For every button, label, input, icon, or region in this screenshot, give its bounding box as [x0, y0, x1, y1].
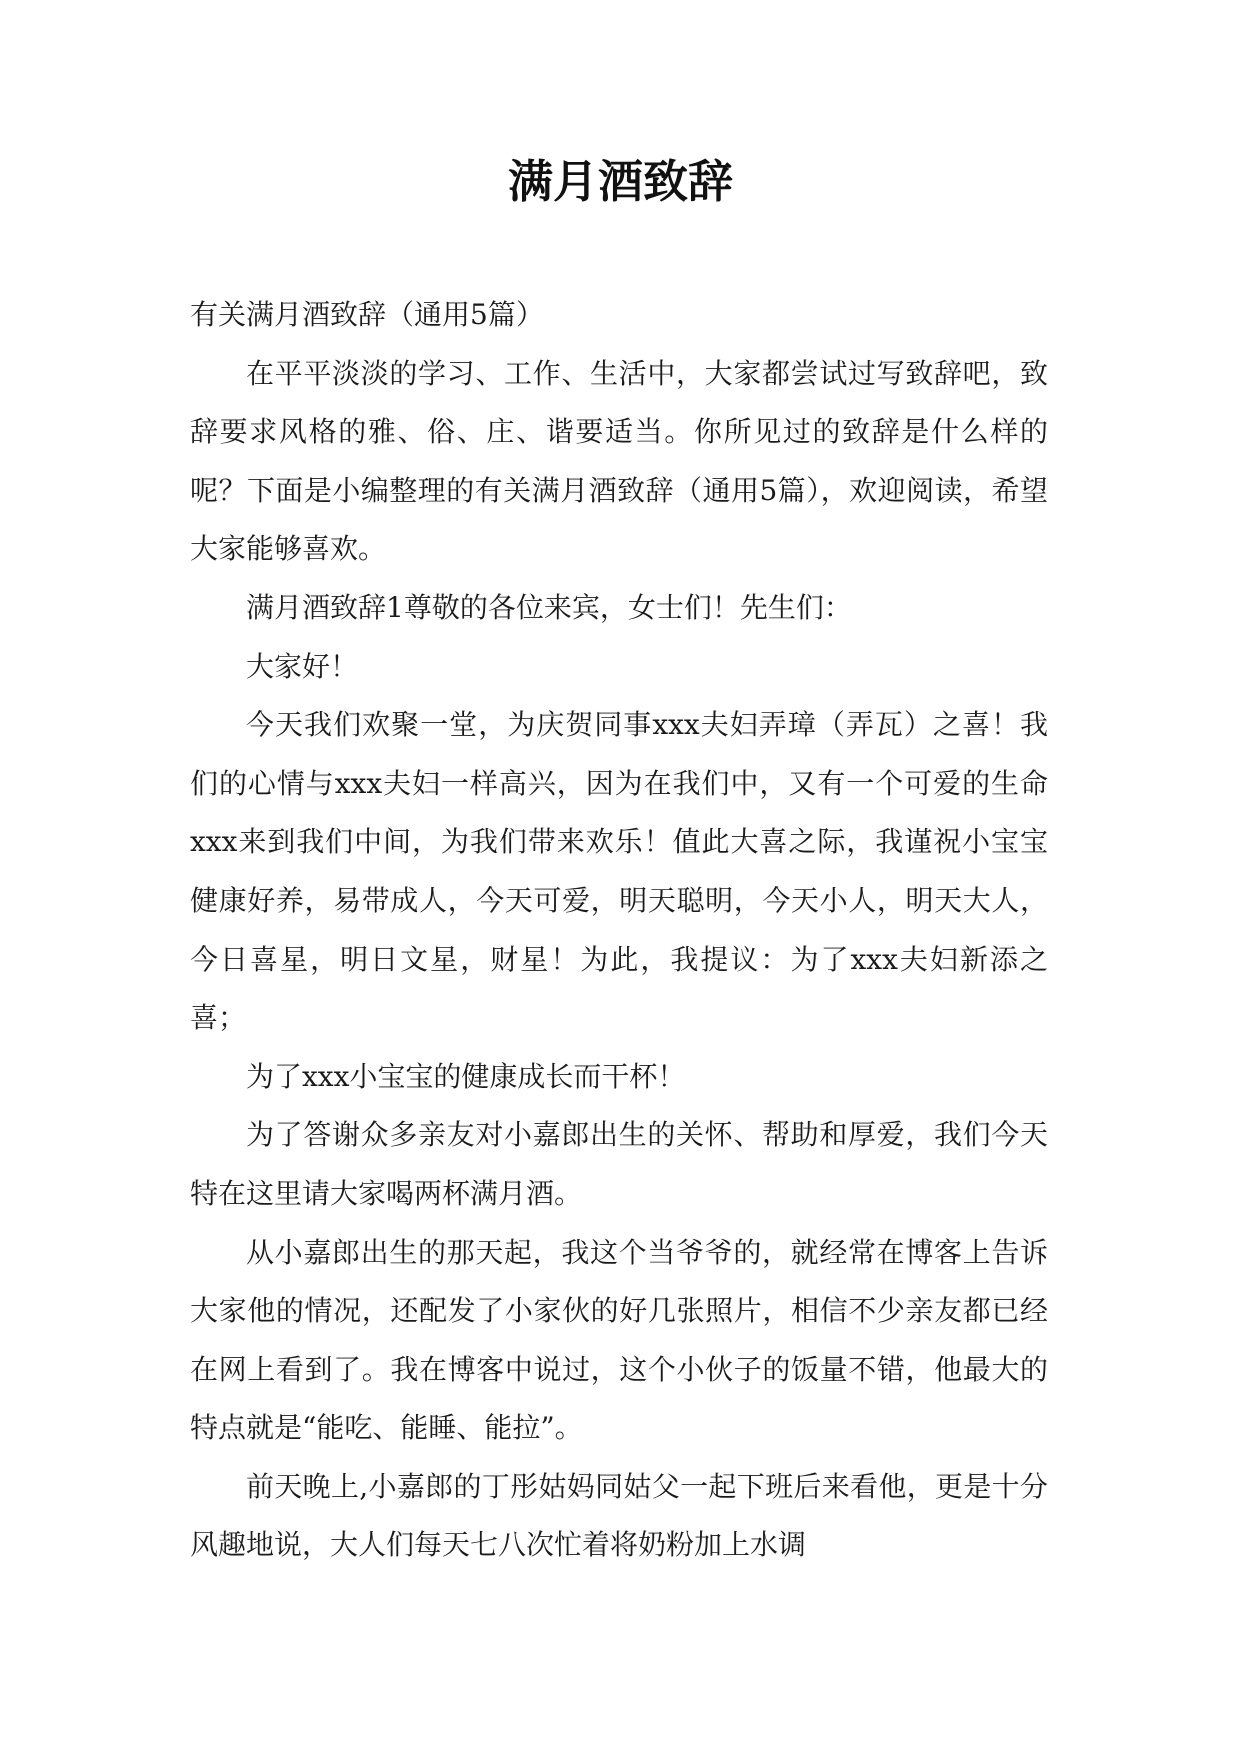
document-title: 满月酒致辞: [507, 155, 733, 208]
paragraph: 满月酒致辞1尊敬的各位来宾，女士们！先生们：: [246, 590, 852, 624]
paragraph: 前天晚上,小嘉郎的丁彤姑妈同姑父一起下班后来看他，更是十分风趣地说，大人们每天七八次忙着将奶粉加上水调: [190, 1469, 1048, 1562]
paragraph: 为了xxx小宝宝的健康成长而干杯！: [246, 1059, 686, 1093]
paragraph: 为了答谢众多亲友对小嘉郎出生的关怀、帮助和厚爱，我们今天特在这里请大家喝两杯满月酒。: [190, 1118, 1048, 1210]
paragraph: 今天我们欢聚一堂，为庆贺同事xxx夫妇弄璋（弄瓦）之喜！我们的心情与xxx夫妇一样高兴，因为在我们中，又有一个可爱的生命xxx来到我们中间，为我们带来欢乐！值此大喜之际，我谨祝小宝宝健康好养，易带成人，今天可爱，明天聪明，今天小人，明天大人，今日喜星，明日文星，财星！为此，我提议：为了xxx夫妇新添之喜；: [190, 708, 1048, 1035]
paragraph: 有关满月酒致辞（通用5篇）: [190, 298, 544, 331]
paragraph: 大家好！: [246, 649, 359, 683]
paragraph: 从小嘉郎出生的那天起，我这个当爷爷的，就经常在博客上告诉大家他的情况，还配发了小家伙的好几张照片，相信不少亲友都已经在网上看到了。我在博客中说过，这个小伙子的饭量不错，他最大的特点就是“能吃、能睡、能拉”。: [190, 1235, 1048, 1445]
paragraph: 在平平淡淡的学习、工作、生活中，大家都尝试过写致辞吧，致辞要求风格的雅、俗、庄、谐要适当。你所见过的致辞是什么样的呢？下面是小编整理的有关满月酒致辞（通用5篇），欢迎阅读，希望大家能够喜欢。: [190, 356, 1048, 566]
document-body: [190, 286, 1048, 1575]
